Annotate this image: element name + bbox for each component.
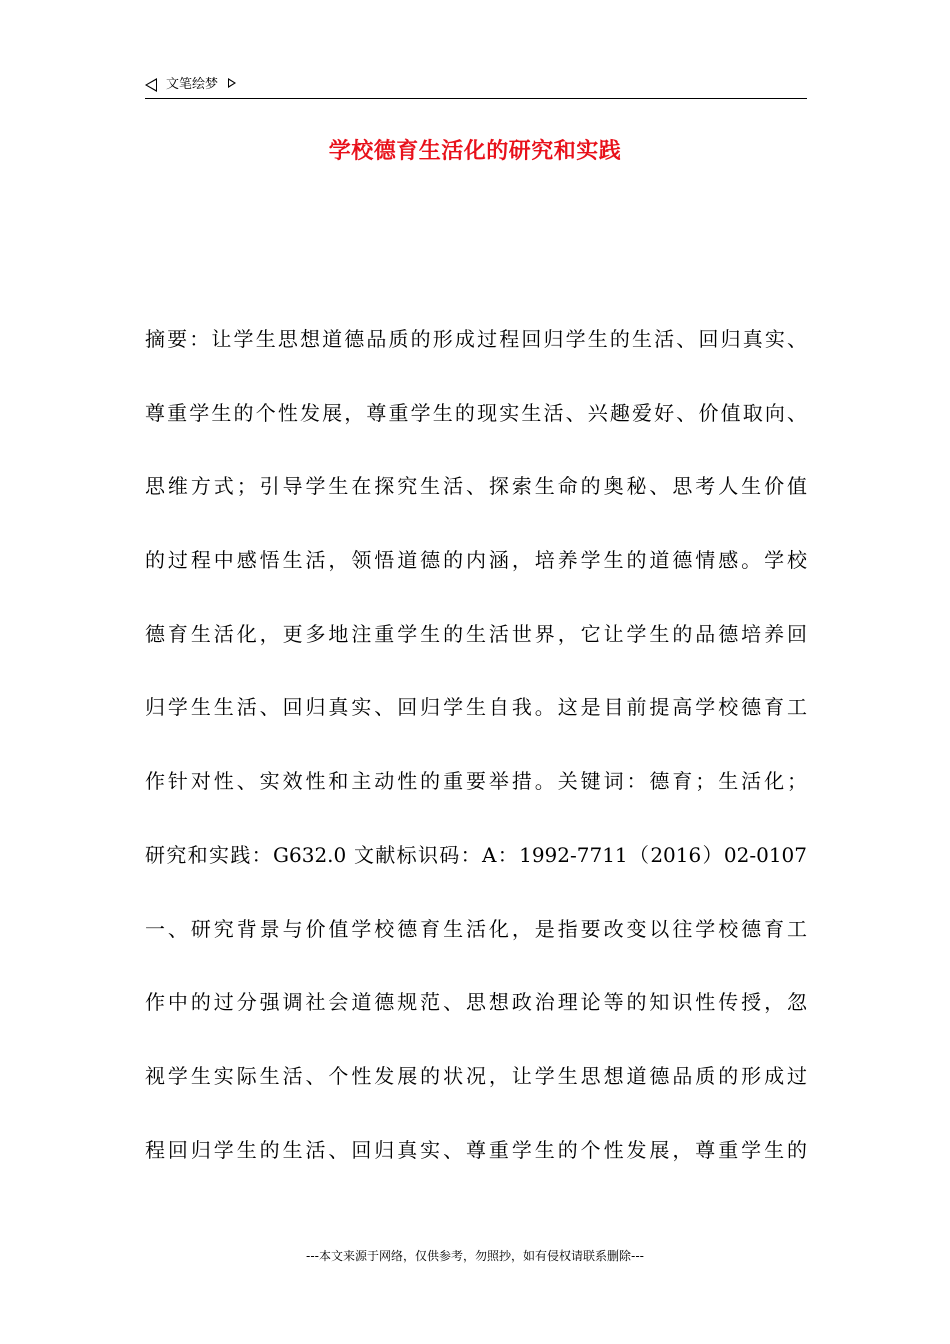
body-line: 思维方式；引导学生在探究生活、探索生命的奥秘、思考人生价值: [145, 474, 807, 499]
page-footer: ---本文来源于网络，仅供参考，勿照抄，如有侵权请联系删除---: [306, 1249, 644, 1263]
page-header: [145, 76, 807, 99]
right-triangle-icon: [228, 78, 236, 88]
body-line: 程回归学生的生活、回归真实、尊重学生的个性发展，尊重学生的: [145, 1137, 807, 1162]
body-line: 视学生实际生活、个性发展的状况，让学生思想道德品质的形成过: [145, 1063, 807, 1088]
body-line: 尊重学生的个性发展，尊重学生的现实生活、兴趣爱好、价值取向、: [145, 400, 807, 425]
body-line: 摘要：让学生思想道德品质的形成过程回归学生的生活、回归真实、: [145, 327, 807, 351]
header-brand: 文笔绘梦: [166, 77, 219, 92]
document-body: [145, 320, 807, 1204]
document-title: 学校德育生活化的研究和实践: [328, 139, 622, 164]
header-brand-group: [145, 76, 236, 94]
body-line: 研究和实践：G632.0 文献标识码：A：1992-7711（2016）02-0107: [145, 842, 807, 867]
body-line: 作针对性、实效性和主动性的重要举措。关键词：德育；生活化；: [145, 769, 807, 794]
left-triangle-icon: [145, 78, 157, 92]
body-line: 归学生生活、回归真实、回归学生自我。这是目前提高学校德育工: [145, 695, 807, 720]
body-line: 作中的过分强调社会道德规范、思想政治理论等的知识性传授，忽: [145, 990, 807, 1015]
body-line: 的过程中感悟生活，领悟道德的内涵，培养学生的道德情感。学校: [145, 548, 807, 573]
body-line: 一、研究背景与价值学校德育生活化，是指要改变以往学校德育工: [145, 916, 807, 941]
body-line: 德育生活化，更多地注重学生的生活世界，它让学生的品德培养回: [145, 621, 807, 646]
